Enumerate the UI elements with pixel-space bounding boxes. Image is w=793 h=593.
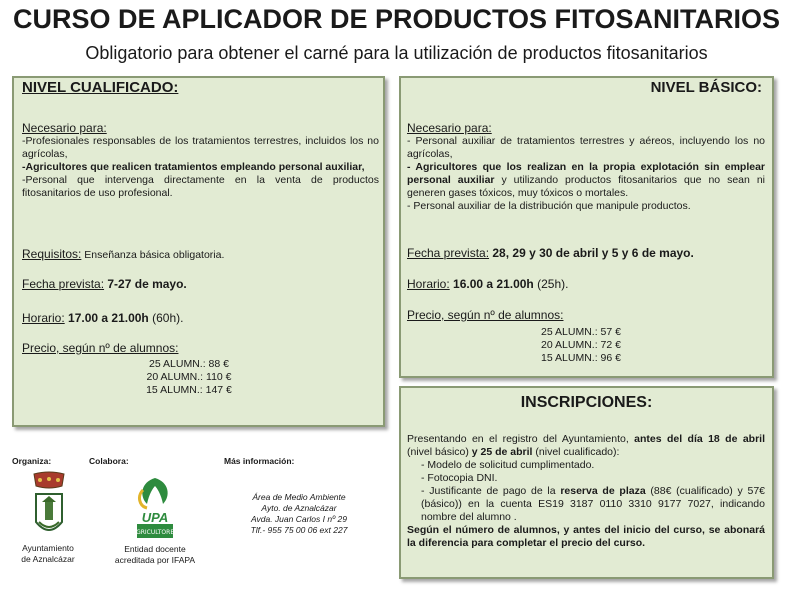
basico-fecha-label: Fecha prevista:: [407, 246, 490, 260]
nivel-cualificado-heading: NIVEL CUALIFICADO:: [22, 79, 179, 96]
organiza-name: Ayuntamiento de Aznalcázar: [21, 543, 75, 564]
basico-horario-value: 16.00 a 21.00h: [449, 277, 534, 291]
basico-precio-label: Precio, según nº de alumnos:: [407, 308, 564, 322]
page-subtitle: Obligatorio para obtener el carné para la utilización de productos fitosanitarios: [85, 43, 708, 63]
nivel-cualificado-box: [12, 76, 385, 427]
inscripciones-heading: INSCRIPCIONES:: [520, 394, 653, 411]
basico-precio-list: [541, 326, 661, 365]
precio-item: 20 ALUMN.: 110 €: [146, 371, 232, 383]
svg-text:AGRICULTORES: AGRICULTORES: [132, 529, 178, 536]
page-title: CURSO DE APLICADOR DE PRODUCTOS FITOSANITARIOS: [12, 4, 781, 34]
nivel-basico-heading: NIVEL BÁSICO:: [650, 79, 762, 96]
cualificado-requisitos-label: Requisitos:: [22, 247, 82, 261]
cualificado-necesario-item: -Agricultores que realicen tratamientos empleando personal auxiliar,: [22, 161, 365, 173]
cualificado-horario-extra: (60h).: [148, 311, 184, 325]
cualificado-requisitos: [22, 248, 224, 262]
precio-item: 15 ALUMN.: 96 €: [541, 352, 621, 364]
basico-necesario-item: - Personal auxiliar de tratamientos terrestres y aéreos, incluyendo los no agrícolas,: [407, 135, 765, 160]
cualificado-necesario-section: [22, 122, 379, 200]
info-label: Más información:: [224, 456, 295, 466]
inscripciones-note: Según el número de alumnos, y antes del inicio del curso, se abonará la diferencia para completar el precio del curso.: [407, 524, 765, 549]
aznalcazar-coat-of-arms-icon: [30, 472, 68, 542]
precio-item: 15 ALUMN.: 147 €: [146, 384, 232, 396]
cualificado-horario: [22, 312, 183, 325]
organiza-label: Organiza:: [12, 456, 52, 466]
inscripciones-body: [407, 433, 765, 550]
colabora-name: Entidad docente acreditada por IFAPA: [114, 544, 196, 565]
basico-horario: [407, 278, 568, 291]
basico-horario-label: Horario:: [407, 277, 450, 291]
cualificado-precio-label: Precio, según nº de alumnos:: [22, 341, 179, 355]
precio-item: 20 ALUMN.: 72 €: [541, 339, 621, 351]
basico-necesario-section: [407, 122, 765, 213]
inscripciones-item: - Fotocopia DNI.: [421, 472, 498, 484]
inscripciones-box: [399, 386, 774, 579]
basico-horario-extra: (25h).: [533, 277, 569, 291]
info-contact: Área de Medio Ambiente Ayto. de Aznalcázar Avda. Juan Carlos I nº 29 Tlf.- 955 75 00 06 ext 227: [250, 492, 348, 535]
precio-item: 25 ALUMN.: 57 €: [541, 326, 621, 338]
inscripciones-item: - Justificante de pago de la reserva de plaza (88€ (cualificado) y 57€ (básico)) en la cuenta ES19 3187 0110 3310 9177 7027, indicando nombre del alumno .: [421, 485, 766, 523]
nivel-basico-box: [399, 76, 774, 378]
cualificado-horario-value: 17.00 a 21.00h: [64, 311, 149, 325]
basico-necesario-item: - Personal auxiliar de la distribución que manipule productos.: [407, 200, 691, 212]
inscripciones-intro: Presentando en el registro del Ayuntamiento, antes del día 18 de abril (nivel básico) y 25 de abril (nivel cualificado):: [407, 433, 765, 458]
colabora-label: Colabora:: [89, 456, 129, 466]
cualificado-horario-label: Horario:: [22, 311, 65, 325]
cualificado-fecha-label: Fecha prevista:: [22, 277, 105, 291]
cualificado-requisitos-text: Enseñanza básica obligatoria.: [81, 249, 225, 261]
cualificado-necesario-item: -Personal que intervenga directamente en la venta de productos fitosanitarios de uso profesional.: [22, 174, 379, 199]
upa-logo: [132, 476, 178, 540]
basico-fecha-value: 28, 29 y 30 de abril y 5 y 6 de mayo.: [489, 246, 694, 260]
cualificado-necesario-item: -Profesionales responsables de los tratamientos terrestres, incluidos los no agrícolas,: [22, 135, 379, 160]
basico-necesario-item: - Agricultores que los realizan en la propia explotación sin emplear personal auxiliar y utilizando productos fitosanitarios que no sean ni generen gases tóxicos, muy tóxicos o mortales.: [407, 161, 765, 199]
cualificado-precio-list: [114, 358, 264, 397]
cualificado-fecha: [22, 278, 187, 291]
cualificado-fecha-value: 7-27 de mayo.: [104, 277, 187, 291]
precio-item: 25 ALUMN.: 88 €: [149, 358, 229, 370]
cualificado-necesario-label: Necesario para:: [22, 121, 107, 135]
inscripciones-item: - Modelo de solicitud cumplimentado.: [421, 459, 595, 471]
basico-necesario-label: Necesario para:: [407, 121, 492, 135]
upa-logo-text: UPA: [141, 510, 169, 525]
basico-fecha: [407, 247, 694, 260]
